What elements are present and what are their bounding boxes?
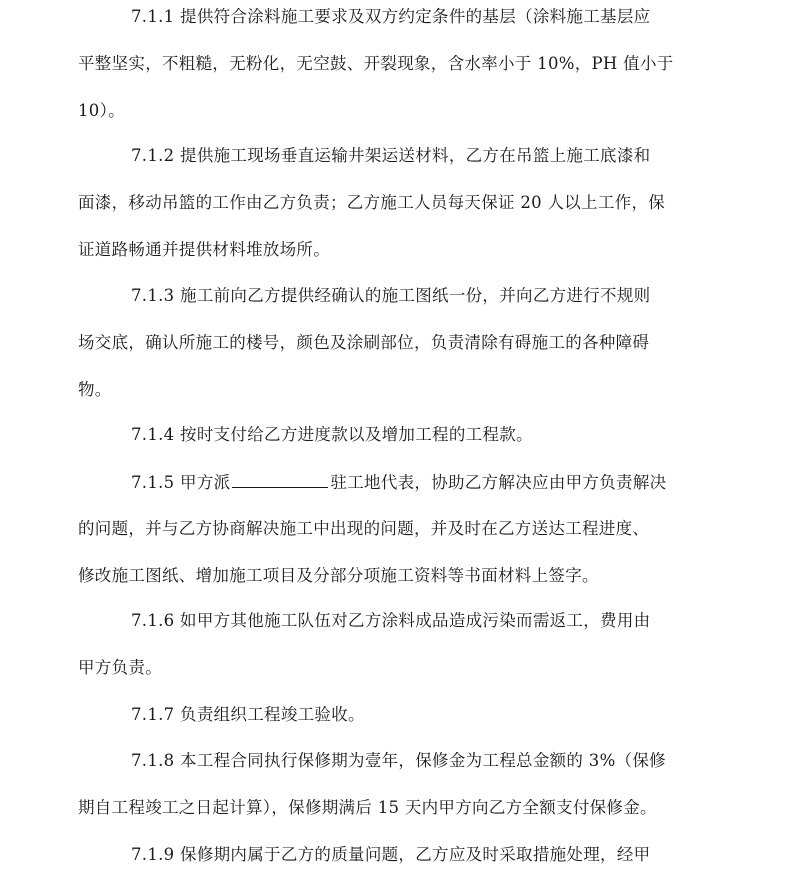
paragraph-line (78, 465, 728, 512)
paragraph-line: 7.1.8 本工程合同执行保修期为壹年，保修金为工程总金额的 3%（保修 (131, 751, 666, 770)
paragraph-line: 物。 (78, 380, 112, 399)
paragraph-line: 期自工程竣工之日起计算），保修期满后 15 天内甲方向乙方全额支付保修金。 (78, 798, 657, 817)
paragraph-line: 7.1.2 提供施工现场垂直运输井架运送材料，乙方在吊篮上施工底漆和 (131, 146, 651, 165)
clause-7-1-2 (78, 139, 728, 280)
paragraph-line: 的问题，并与乙方协商解决施工中出现的问题，并及时在乙方送达工程进度、 (78, 519, 650, 538)
paragraph-line: 证道路畅通并提供材料堆放场所。 (78, 240, 330, 259)
paragraph-line: 场交底，确认所施工的楼号，颜色及涂刷部位，负责清除有碍施工的各种障碍 (78, 333, 650, 352)
paragraph-line: 10）。 (78, 101, 125, 120)
clause-7-1-1 (78, 0, 728, 141)
paragraph-line: 7.1.9 保修期内属于乙方的质量问题，乙方应及时采取措施处理，经甲 (131, 845, 651, 864)
clause-text: 驻工地代表，协助乙方解决应由甲方负责解决 (330, 473, 667, 492)
clause-7-1-4 (78, 418, 728, 465)
paragraph-line: 平整坚实，不粗糙，无粉化，无空鼓、开裂现象，含水率小于 10%，PH 值小于 (78, 54, 674, 73)
paragraph-line: 修改施工图纸、增加施工项目及分部分项施工资料等书面材料上签字。 (78, 566, 599, 585)
fill-in-blank[interactable] (232, 465, 328, 488)
paragraph-line: 7.1.7 负责组织工程竣工验收。 (131, 705, 365, 724)
clause-7-1-6 (78, 604, 728, 698)
clause-7-1-8 (78, 744, 728, 838)
paragraph-line: 7.1.3 施工前向乙方提供经确认的施工图纸一份，并向乙方进行不规则 (131, 286, 651, 305)
clause-7-1-5 (78, 465, 728, 606)
paragraph-line: 甲方负责。 (78, 658, 162, 677)
clause-7-1-7 (78, 698, 728, 745)
clause-7-1-3 (78, 279, 728, 420)
paragraph-line: 7.1.6 如甲方其他施工队伍对乙方涂料成品造成污染而需返工，费用由 (131, 611, 651, 630)
paragraph-line: 7.1.4 按时支付给乙方进度款以及增加工程的工程款。 (131, 425, 533, 444)
clause-7-1-9 (78, 838, 728, 882)
paragraph-line: 7.1.1 提供符合涂料施工要求及双方约定条件的基层（涂料施工基层应 (131, 7, 651, 26)
paragraph-line: 面漆，移动吊篮的工作由乙方负责；乙方施工人员每天保证 20 人以上工作，保 (78, 193, 666, 212)
clause-text: 7.1.5 甲方派 (131, 473, 231, 492)
